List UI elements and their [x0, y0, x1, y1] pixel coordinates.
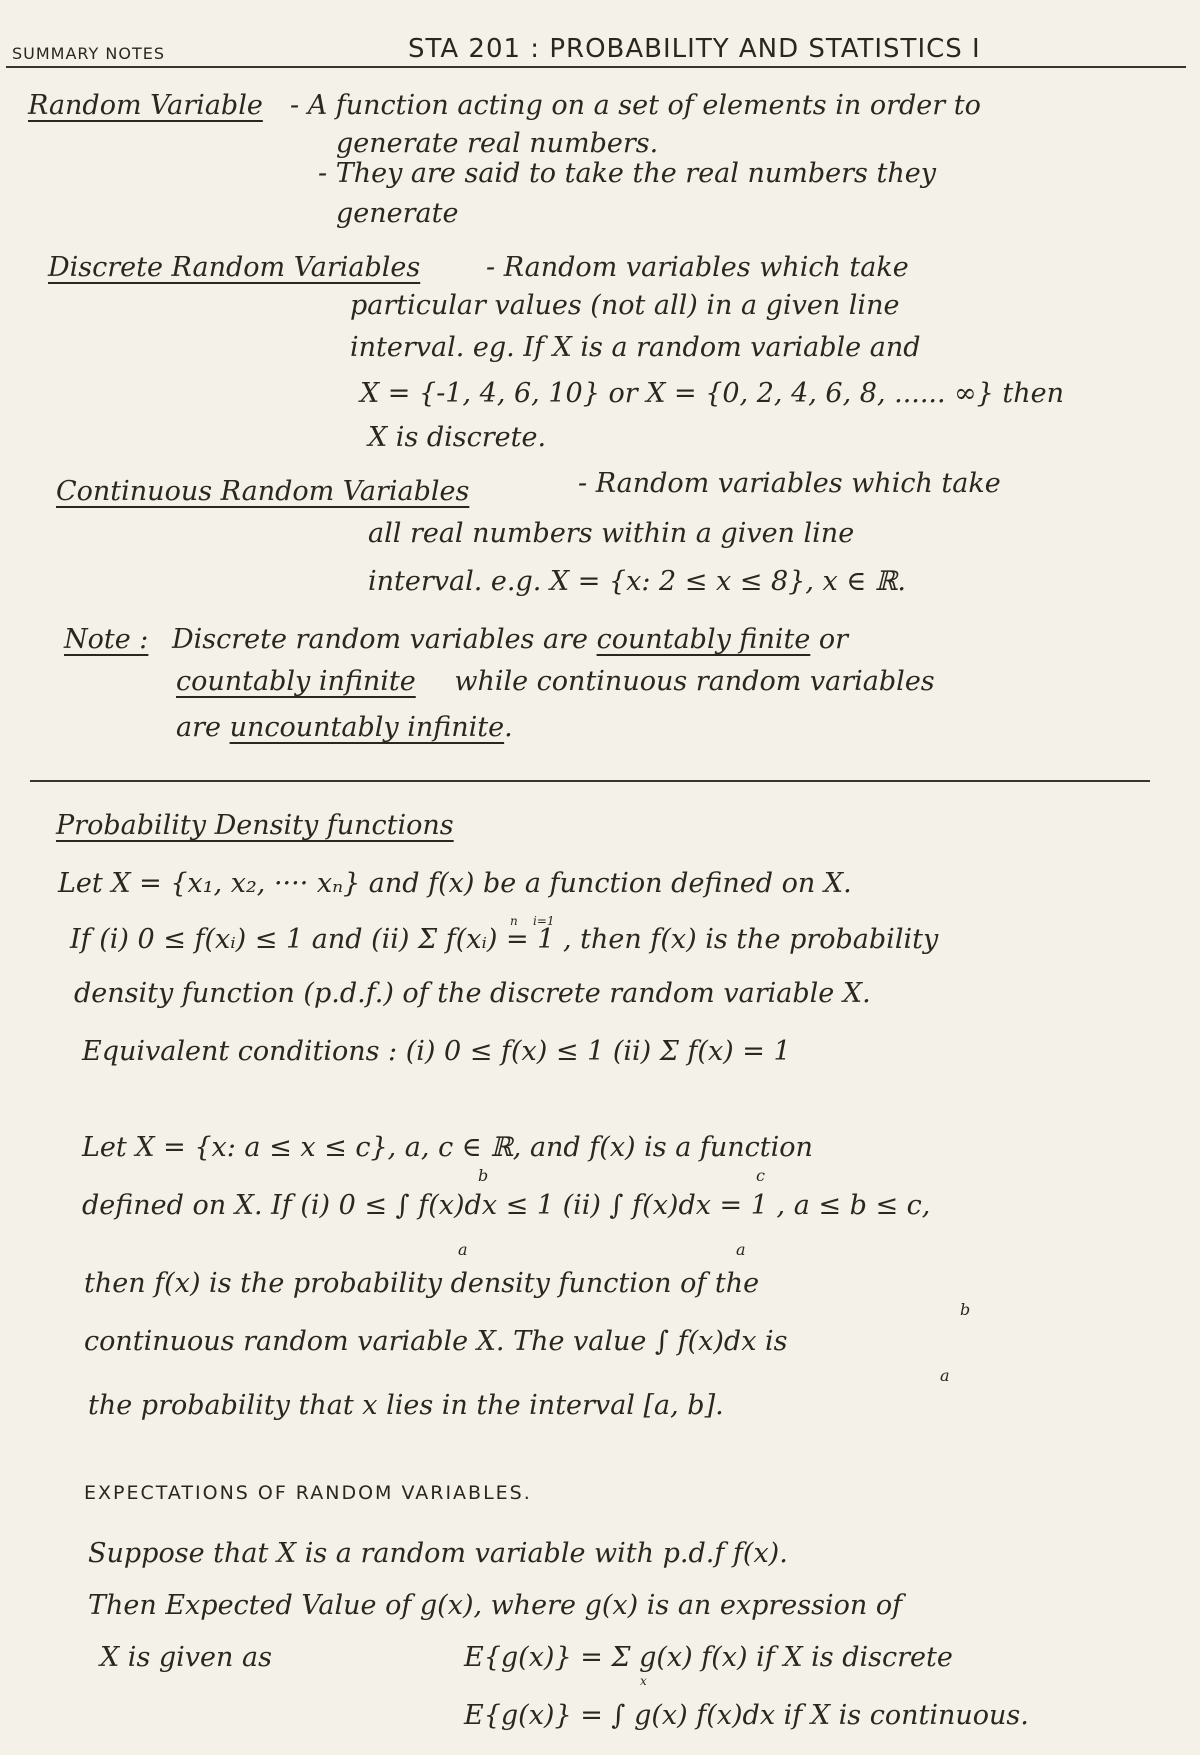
- note-text-3c: .: [504, 712, 513, 743]
- exp-line-2: Then Expected Value of g(x), where g(x) is an expression of: [88, 1590, 903, 1621]
- section-divider: [30, 780, 1150, 782]
- rv-line-4: generate: [336, 198, 459, 229]
- rv-line-3: - They are said to take the real numbers they: [318, 158, 936, 189]
- drv-line-3: interval. eg. If X is a random variable and: [350, 332, 921, 363]
- crv-line-2: all real numbers within a given line: [368, 518, 855, 549]
- random-variable-term: Random Variable: [28, 90, 263, 121]
- pdf-line-1: Let X = {x₁, x₂, ···· xₙ} and f(x) be a function defined on X.: [58, 868, 852, 899]
- crv-line-1: - Random variables which take: [578, 468, 1001, 499]
- expectations-title: EXPECTATIONS OF RANDOM VARIABLES.: [84, 1482, 532, 1504]
- pdf-int2-lower: a: [736, 1240, 746, 1259]
- exp-line-1: Suppose that X is a random variable with p.d.f f(x).: [88, 1538, 788, 1569]
- pdf-int2-upper: c: [756, 1166, 765, 1185]
- note-uncountably-infinite: uncountably infinite: [229, 712, 505, 743]
- note-text-3a: are: [176, 712, 221, 743]
- rv-line-2: generate real numbers.: [336, 128, 659, 159]
- rv-line-1: - A function acting on a set of elements in order to: [290, 90, 981, 121]
- continuous-rv-term: Continuous Random Variables: [56, 476, 470, 507]
- pdf-int1-upper: b: [478, 1166, 489, 1185]
- pdf-line-6: defined on X. If (i) 0 ≤ ∫ f(x)dx ≤ 1 (ii) ∫ f(x)dx = 1 , a ≤ b ≤ c,: [82, 1190, 931, 1221]
- drv-line-2: particular values (not all) in a given line: [350, 290, 900, 321]
- pdf-line-9: the probability that x lies in the interval [a, b].: [88, 1390, 724, 1421]
- exp-line-3a: X is given as: [100, 1642, 272, 1673]
- note-text-2b: while continuous random variables: [454, 666, 935, 697]
- exp-line-4: E{g(x)} = ∫ g(x) f(x)dx if X is continuous.: [464, 1700, 1029, 1731]
- pdf-line-2: If (i) 0 ≤ f(xᵢ) ≤ 1 and (ii) Σ f(xᵢ) = 1 , then f(x) is the probability: [70, 924, 939, 955]
- crv-line-3: interval. e.g. X = {x: 2 ≤ x ≤ 8}, x ∈ ℝ.: [368, 566, 906, 597]
- drv-line-1: - Random variables which take: [486, 252, 909, 283]
- note-line-2: [176, 668, 935, 695]
- pdf-int3-lower: a: [940, 1366, 950, 1385]
- note-countably-finite: countably finite: [596, 624, 811, 655]
- note-countably-infinite: countably infinite: [176, 666, 416, 697]
- note-text-1a: Discrete random variables are: [172, 624, 588, 655]
- pdf-line-5: Let X = {x: a ≤ x ≤ c}, a, c ∈ ℝ, and f(x) is a function: [82, 1132, 813, 1163]
- drv-line-4: X = {-1, 4, 6, 10} or X = {0, 2, 4, 6, 8, ...... ∞} then: [360, 378, 1065, 409]
- note-label: Note :: [64, 624, 149, 655]
- pdf-sum-limits: n i=1: [510, 914, 555, 928]
- course-title: STA 201 : PROBABILITY AND STATISTICS I: [408, 34, 981, 64]
- exp-sum-sub: x: [640, 1674, 647, 1688]
- discrete-rv-term: Discrete Random Variables: [48, 252, 421, 283]
- pdf-line-8: continuous random variable X. The value ∫ f(x)dx is: [84, 1326, 788, 1357]
- exp-line-3b: E{g(x)} = Σ g(x) f(x) if X is discrete: [464, 1642, 953, 1673]
- note-line-3: [176, 714, 513, 741]
- drv-line-5: X is discrete.: [368, 422, 547, 453]
- header-summary-notes: SUMMARY NOTES: [12, 44, 165, 63]
- pdf-line-7: then f(x) is the probability density function of the: [84, 1268, 760, 1299]
- pdf-line-4: Equivalent conditions : (i) 0 ≤ f(x) ≤ 1 (ii) Σ f(x) = 1: [82, 1036, 791, 1067]
- note-text-1c: or: [818, 624, 849, 655]
- pdf-title: Probability Density functions: [56, 810, 454, 841]
- pdf-line-3: density function (p.d.f.) of the discrete random variable X.: [74, 978, 871, 1009]
- pdf-int1-lower: a: [458, 1240, 468, 1259]
- note-line-1: [172, 626, 848, 653]
- pdf-int3-upper: b: [960, 1300, 971, 1319]
- header-rule: [6, 66, 1186, 68]
